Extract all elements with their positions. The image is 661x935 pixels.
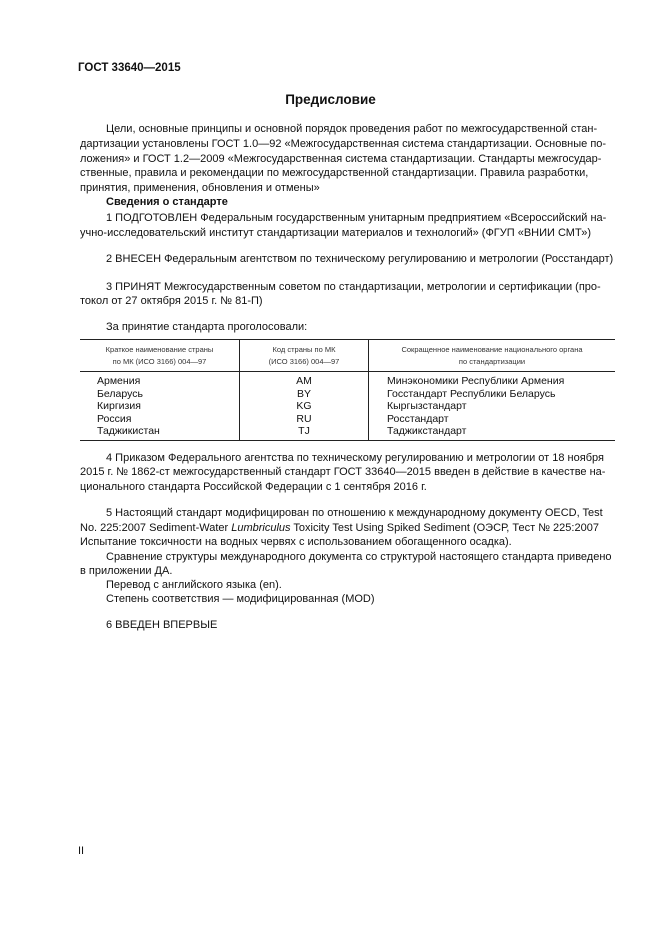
page-title: Предисловие [285, 92, 376, 107]
item-1-line: 1 ПОДГОТОВЛЕН Федеральным государственным унитарным предприятием «Всероссийский на- [106, 212, 607, 224]
table-row [80, 413, 615, 426]
vote-intro: За принятие стандарта проголосовали: [106, 321, 308, 333]
header-body [369, 340, 616, 372]
cell-body: Минэкономики Республики Армения [369, 372, 616, 388]
info-heading: Сведения о стандарте [106, 196, 228, 208]
intro-line: ложения» и ГОСТ 1.2—2009 «Межгосударственная система стандартизации. Стандарты межгосудар- [80, 153, 602, 165]
intro-line: дартизации установлены ГОСТ 1.0—92 «Межгосударственная система стандартизации. Основные по- [80, 138, 607, 150]
header-body-line: Сокращенное наименование национального органа [401, 344, 583, 354]
cell-code: TJ [240, 425, 369, 440]
item-4-line: 4 Приказом Федерального агентства по техническому регулированию и метрологии от 18 ноября [106, 452, 604, 464]
cell-country: Таджикистан [80, 425, 240, 440]
header-code-line: (ИСО 3166) 004—97 [268, 356, 340, 366]
cell-body: Росстандарт [369, 413, 616, 426]
table-row [80, 425, 615, 440]
item-1-line: учно-исследовательский институт стандартизации материалов и технологий» (ФГУП «ВНИИ СМТ») [80, 227, 591, 239]
cell-country: Беларусь [97, 387, 143, 400]
header-country-line: Краткое наименование страны [105, 344, 214, 354]
page-number: II [78, 845, 85, 857]
header-code-line: Код страны по МК [272, 344, 336, 354]
cell-code: KG [240, 400, 369, 413]
vote-table-header-row [80, 340, 615, 372]
cell-body: Госстандарт Республики Беларусь [369, 388, 616, 401]
cell-country: Россия [97, 412, 132, 425]
cell-country: Киргизия [97, 400, 141, 413]
item-5-text: No. 225:2007 Sediment-Water [80, 522, 232, 534]
item-5-text: Toxicity Test Using Spiked Sediment (ОЭСР, Тест № 225:2007 [290, 522, 599, 534]
item-5-line: Степень соответствия — модифицированная (MOD) [106, 593, 375, 605]
item-5-line: в приложении ДА. [80, 565, 173, 577]
vote-table [80, 339, 615, 441]
cell-code: RU [240, 413, 369, 426]
cell-code: AM [240, 372, 369, 388]
table-row [80, 372, 615, 388]
item-5-line: 5 Настоящий стандарт модифицирован по отношению к международному документу OECD, Test [106, 507, 603, 519]
document-code: ГОСТ 33640—2015 [78, 62, 181, 74]
item-4-line: ционального стандарта Российской Федерации с 1 сентября 2016 г. [80, 481, 427, 493]
item-6: 6 ВВЕДЕН ВПЕРВЫЕ [106, 619, 218, 631]
intro-line: ственные, правила и рекомендации по межгосударственной стандартизации. Правила разработки, [80, 167, 589, 179]
item-3-line: 3 ПРИНЯТ Межгосударственным советом по стандартизации, метрологии и сертификации (про- [106, 281, 601, 293]
header-country-line: по МК (ИСО 3166) 004—97 [112, 356, 207, 366]
intro-line: Цели, основные принципы и основной порядок проведения работ по межгосударственной стан- [106, 123, 598, 135]
cell-country: Армения [97, 375, 141, 387]
table-row [80, 388, 615, 401]
item-5-line [80, 521, 599, 536]
item-2: 2 ВНЕСЕН Федеральным агентством по техническому регулированию и метрологии (Росстандарт) [106, 253, 614, 265]
table-row [80, 400, 615, 413]
header-code [240, 340, 369, 372]
cell-body: Таджикстандарт [369, 425, 616, 440]
item-5-italic-term: Lumbriculus [231, 522, 291, 534]
item-4-line: 2015 г. № 1862-ст межгосударственный стандарт ГОСТ 33640—2015 введен в действие в качестве на- [80, 466, 606, 478]
header-body-line: по стандартизации [458, 356, 526, 366]
item-5-line: Сравнение структуры международного документа со структурой настоящего стандарта приведено [106, 551, 612, 563]
cell-code: BY [240, 388, 369, 401]
cell-body: Кыргызстандарт [369, 400, 616, 413]
item-5-line: Перевод с английского языка (en). [106, 579, 282, 591]
item-3-line: токол от 27 октября 2015 г. № 81-П) [80, 295, 263, 307]
item-5-line: Испытание токсичности на водных червях с использованием обогащенного осадка). [80, 536, 512, 548]
intro-line: принятия, применения, обновления и отмены» [80, 182, 320, 194]
header-country [80, 340, 240, 372]
